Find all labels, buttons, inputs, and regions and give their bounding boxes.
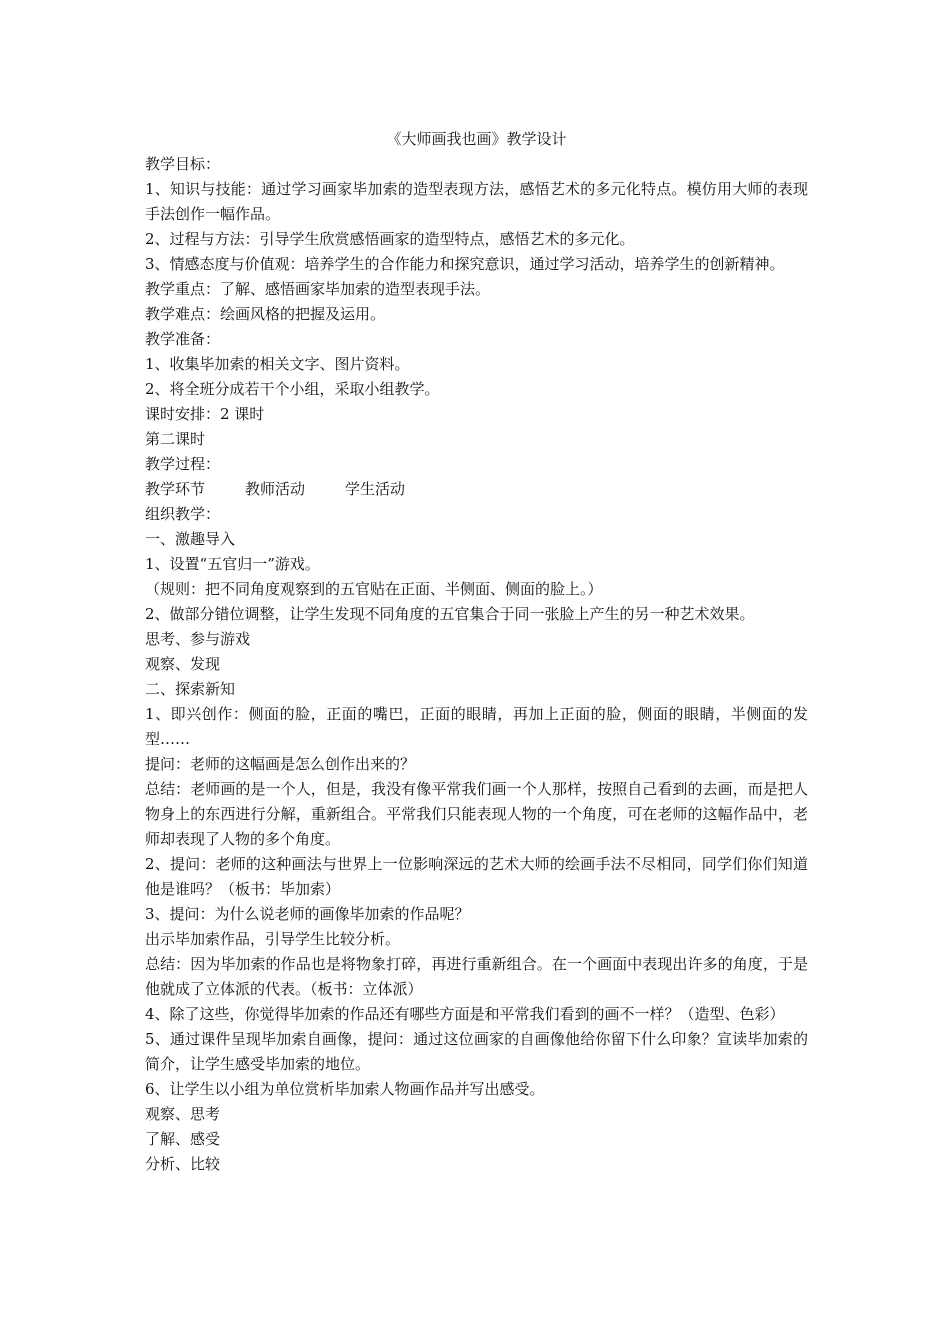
summary: 总结：因为毕加索的作品也是将物象打碎，再进行重新组合。在一个画面中表现出许多的角度，于是他就成了立体派的代表。（板书：立体派）: [145, 955, 808, 998]
section-item: 5、通过课件呈现毕加索自画像，提问：通过这位画家的自画像他给你留下什么印象？宣读毕加索的简介，让学生感受毕加索的地位。: [145, 1030, 808, 1073]
document-title: 《大师画我也画》教学设计: [386, 130, 567, 148]
section-item: 2、做部分错位调整，让学生发现不同角度的五官集合于同一张脸上产生的另一种艺术效果。: [145, 605, 755, 623]
prep-heading: 教学准备：: [145, 330, 221, 348]
goal-item: 3、情感态度与价值观：培养学生的合作能力和探究意识，通过学习活动，培养学生的创新精神。: [145, 255, 785, 273]
student-activity: 分析、比较: [145, 1155, 221, 1173]
document-body: [145, 127, 808, 1177]
org-heading: 组织教学：: [145, 505, 221, 523]
process-columns: [145, 477, 808, 502]
section-item: 2、提问：老师的这种画法与世界上一位影响深远的艺术大师的绘画手法不尽相同，同学们你们知道他是谁吗？（板书：毕加索）: [145, 855, 808, 898]
schedule: 课时安排：2 课时: [145, 405, 265, 423]
student-activity: 了解、感受: [145, 1130, 221, 1148]
section-heading: 一、激趣导入: [145, 530, 236, 548]
section-item: 4、除了这些，你觉得毕加索的作品还有哪些方面是和平常我们看到的画不一样？（造型、色彩）: [145, 1005, 785, 1023]
section-item: 6、让学生以小组为单位赏析毕加索人物画作品并写出感受。: [145, 1080, 545, 1098]
column-teaching-stage: 教学环节: [145, 480, 206, 498]
section-heading: 二、探索新知: [145, 680, 236, 698]
prep-item: 1、收集毕加索的相关文字、图片资料。: [145, 355, 410, 373]
column-student-activity: 学生活动: [345, 480, 406, 498]
student-activity: 观察、思考: [145, 1105, 221, 1123]
section-item: 3、提问：为什么说老师的画像毕加索的作品呢？: [145, 905, 470, 923]
section-rule: （规则：把不同角度观察到的五官贴在正面、半侧面、侧面的脸上。）: [145, 580, 603, 598]
goal-item: 1、知识与技能：通过学习画家毕加索的造型表现方法，感悟艺术的多元化特点。模仿用大师的表现手法创作一幅作品。: [145, 180, 808, 223]
section-item: 1、即兴创作：侧面的脸，正面的嘴巴，正面的眼睛，再加上正面的脸，侧面的眼睛，半侧面的发型……: [145, 705, 808, 748]
student-activity: 观察、发现: [145, 655, 221, 673]
section-item: 1、设置“五官归一”游戏。: [145, 555, 320, 573]
goal-item: 2、过程与方法：引导学生欣赏感悟画家的造型特点，感悟艺术的多元化。: [145, 230, 635, 248]
goal-heading: 教学目标：: [145, 155, 221, 173]
difficulty: 教学难点：绘画风格的把握及运用。: [145, 305, 386, 323]
student-activity: 思考、参与游戏: [145, 630, 251, 648]
prep-item: 2、将全班分成若干个小组，采取小组教学。: [145, 380, 440, 398]
process-heading: 教学过程：: [145, 455, 221, 473]
lesson-label: 第二课时: [145, 430, 206, 448]
summary: 总结：老师画的是一个人，但是，我没有像平常我们画一个人那样，按照自己看到的去画，而是把人物身上的东西进行分解，重新组合。平常我们只能表现人物的一个角度，可在老师的这幅作品中，老师却表现了人物的多个角度。: [145, 780, 808, 848]
question: 提问：老师的这幅画是怎么创作出来的？: [145, 755, 416, 773]
column-teacher-activity: 教师活动: [245, 480, 306, 498]
section-note: 出示毕加索作品，引导学生比较分析。: [145, 930, 401, 948]
key-point: 教学重点：了解、感悟画家毕加索的造型表现手法。: [145, 280, 491, 298]
